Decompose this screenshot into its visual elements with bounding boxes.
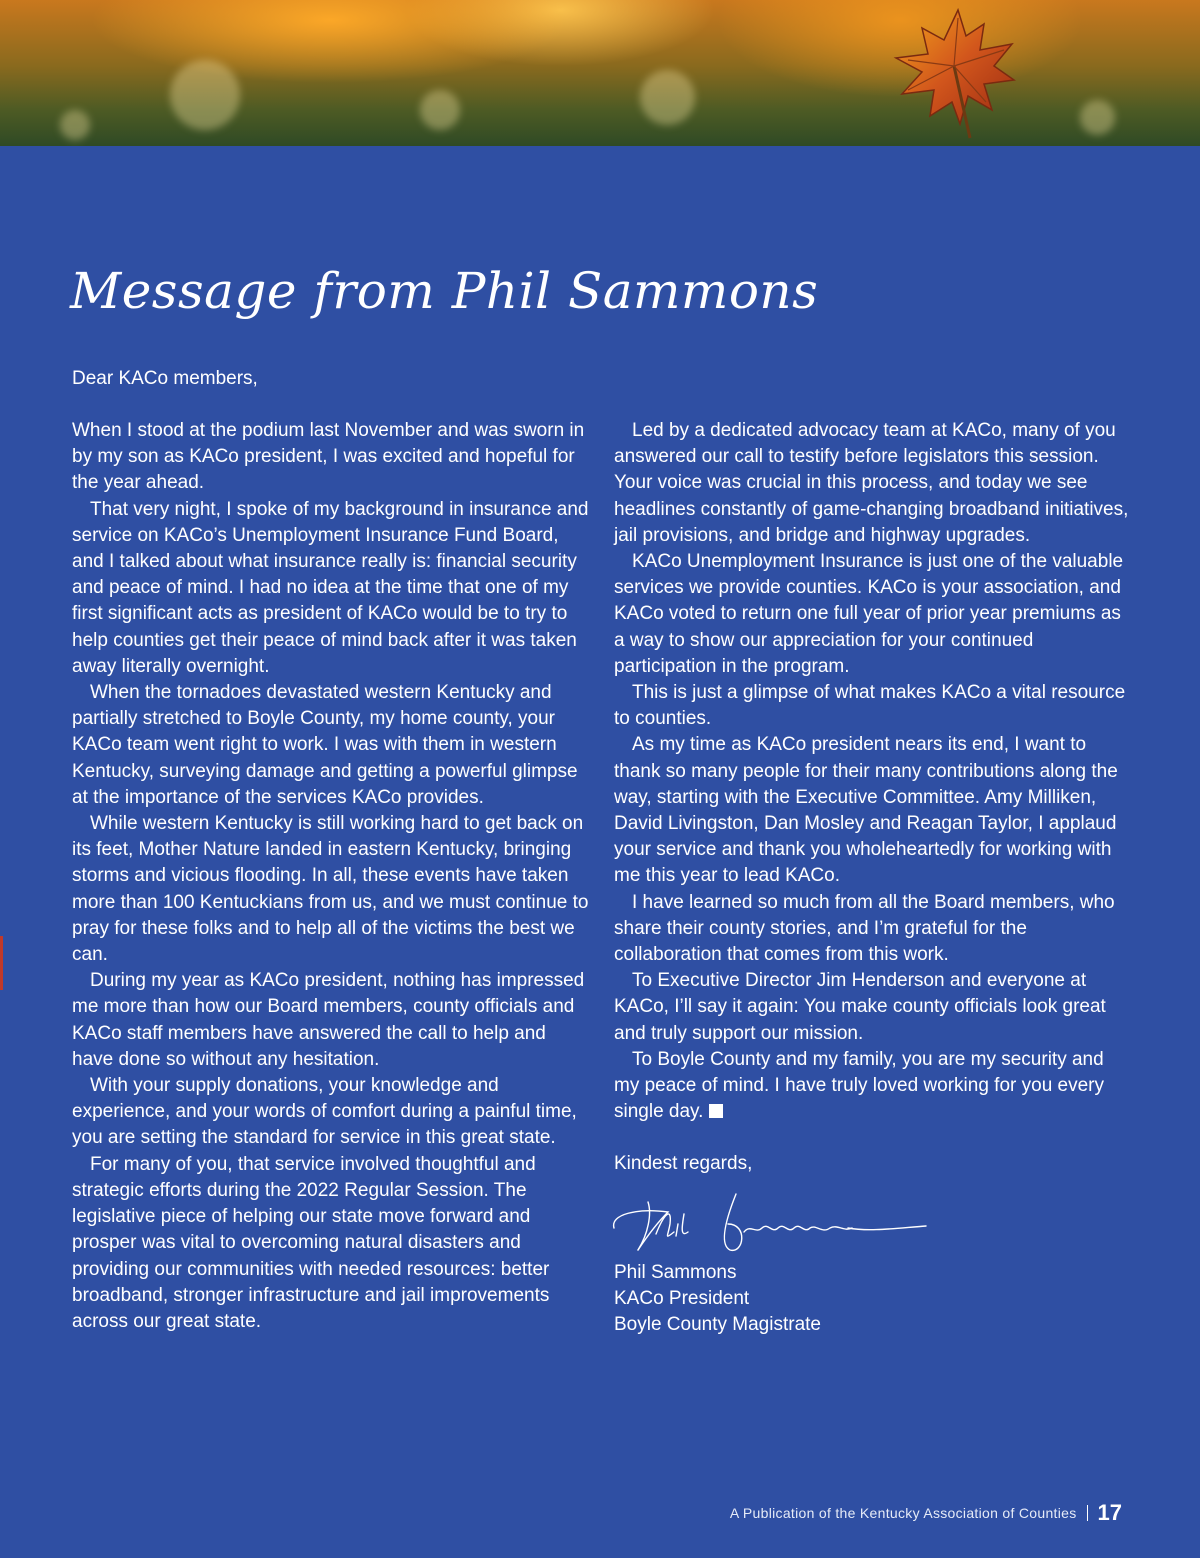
page-number: 17 bbox=[1097, 1500, 1122, 1525]
paragraph: That very night, I spoke of my background in insurance and service on KACo’s Unemployment Insurance Fund Board, and I talked about what insurance really is: financial security and peace of mind. I had no idea at the time that one of my first significant acts as president of KACo would be to try to help counties get their peace of mind back after it was taken away literally overnight. bbox=[72, 498, 589, 677]
publication-credit: A Publication of the Kentucky Association of Counties bbox=[729, 1505, 1077, 1521]
salutation: Dear KACo members, bbox=[72, 368, 258, 389]
paragraph: When I stood at the podium last November and was sworn in by my son as KACo president, I was excited and hopeful for the year ahead. bbox=[72, 420, 585, 494]
signer-name: Phil Sammons bbox=[614, 1261, 737, 1283]
page-edge-tab bbox=[0, 936, 3, 990]
signer-office: Boyle County Magistrate bbox=[614, 1314, 821, 1336]
page-title: Message from Phil Sammons bbox=[70, 262, 819, 320]
paragraph: For many of you, that service involved thoughtful and strategic efforts during the 2022 Regular Session. The legislative piece of helping our state move forward and prosper was vital to overcoming natural disasters and providing our communities with needed resources: better broadband, stronger infrastructure and jail improvements across our great state. bbox=[72, 1153, 550, 1332]
paragraph: During my year as KACo president, nothing has impressed me more than how our Board members, county officials and KACo staff members have answered the call to help and have done so without any hesitation. bbox=[72, 970, 585, 1070]
bokeh-light bbox=[170, 60, 240, 130]
page-footer bbox=[730, 1500, 1122, 1526]
paragraph: To Executive Director Jim Henderson and everyone at KACo, I’ll say it again: You make county officials look great and truly support our mission. bbox=[614, 970, 1106, 1044]
paragraph: Led by a dedicated advocacy team at KACo, many of you answered our call to testify before legislators this session. Your voice was crucial in this process, and today we see headlines constantly of game-changing broadband initiatives, jail provisions, and bridge and highway upgrades. bbox=[614, 420, 1129, 546]
left-column bbox=[72, 418, 592, 1335]
paragraph: As my time as KACo president nears its end, I want to thank so many people for their many contributions along the way, starting with the Executive Committee. Amy Milliken, David Livingston, Dan Mosley and Reagan Taylor, I applaud your service and thank you wholeheartedly for working with me this year to lead KACo. bbox=[614, 734, 1118, 887]
end-mark-icon bbox=[709, 1104, 723, 1118]
signer-title: KACo President bbox=[614, 1287, 750, 1309]
header-photo-banner bbox=[0, 0, 1200, 146]
signature-image bbox=[608, 1184, 938, 1260]
paragraph: While western Kentucky is still working hard to get back on its feet, Mother Nature landed in eastern Kentucky, bringing storms and vicious flooding. In all, these events have taken more than 100 Kentuckians from us, and we must continue to pray for these folks and to help all of the victims the best we can. bbox=[72, 813, 589, 966]
bokeh-light bbox=[640, 70, 695, 125]
paragraph: When the tornadoes devastated western Kentucky and partially stretched to Boyle County, my home county, your KACo team went right to work. I was with them in western Kentucky, surveying damage and getting a powerful glimpse at the importance of the services KACo provides. bbox=[72, 682, 578, 808]
paragraph-final bbox=[614, 1047, 1134, 1126]
paragraph: With your supply donations, your knowledge and experience, and your words of comfort during a painful time, you are setting the standard for service in this great state. bbox=[72, 1075, 577, 1149]
bokeh-light bbox=[420, 90, 460, 130]
paragraph: KACo Unemployment Insurance is just one of the valuable services we provide counties. KACo is your association, and KACo voted to return one full year of prior year premiums as a way to show our appreciation for your continued participation in the program. bbox=[614, 551, 1124, 677]
paragraph: I have learned so much from all the Board members, who share their county stories, and I’m grateful for the collaboration that comes from this work. bbox=[614, 891, 1115, 966]
bokeh-light bbox=[60, 110, 90, 140]
closing: Kindest regards, bbox=[614, 1153, 753, 1175]
maple-leaf-icon bbox=[888, 6, 1018, 142]
footer-divider bbox=[1087, 1505, 1088, 1521]
paragraph: This is just a glimpse of what makes KACo a vital resource to counties. bbox=[614, 682, 1126, 730]
paragraph-text: To Boyle County and my family, you are my security and my peace of mind. I have truly loved working for you every single day. bbox=[614, 1048, 1105, 1123]
bokeh-light bbox=[1080, 100, 1115, 135]
right-column bbox=[614, 418, 1134, 1338]
